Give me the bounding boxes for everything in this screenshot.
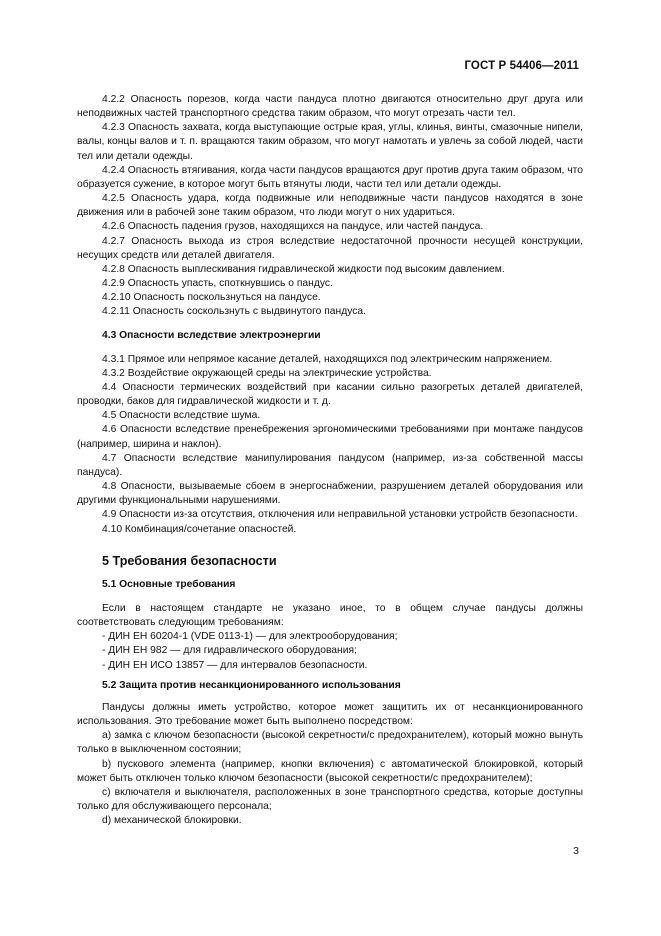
paragraph-4-4: 4.4 Опасности термических воздействий при касании сильно разогретых деталей двигателей, проводки, баков для гидравлической жидкости и т. д. — [77, 381, 583, 408]
paragraph-4-2-11: 4.2.11 Опасность соскользнуть с выдвинутого пандуса. — [102, 306, 366, 318]
paragraph-5-2-intro: Пандусы должны иметь устройство, которое может защитить их от несанкционированного использования. Это требование может быть выполнено посредством: — [77, 701, 583, 728]
paragraph-4-2-10: 4.2.10 Опасность поскользнуться на пандусе. — [102, 292, 321, 304]
document-code-header: ГОСТ Р 54406—2011 — [464, 60, 579, 72]
paragraph-4-2-3: 4.2.3 Опасность захвата, когда выступающие острые края, углы, клинья, винты, смазочные нипели, валы, концы валов и т. п. вращаются таким образом, что могут намотать и увлечь за собой людей, части тел или детали одежды. — [77, 122, 583, 162]
paragraph-4-2-4: 4.2.4 Опасность втягивания, когда части пандусов вращаются друг против друга таким образом, что образуется сужение, в которое могут быть втянуты люди, части тел или детали одежды. — [77, 164, 583, 190]
list-item-din-60204: - ДИН ЕН 60204-1 (VDE 0113-1) — для электрооборудования; — [102, 631, 398, 643]
paragraph-4-2-2: 4.2.2 Опасность порезов, когда части пандуса плотно двигаются относительно друг друга или неподвижных частей транспортного средства таким образом, что могут отрезать части тел. — [77, 94, 583, 120]
list-item-b: b) пускового элемента (например, кнопки включения) с автоматической блокировкой, который может быть отключен только ключом безопасности (высокой секретности/с предохранителем); — [77, 758, 583, 784]
paragraph-4-2-6: 4.2.6 Опасность падения грузов, находящихся на пандусе, или частей пандуса. — [102, 221, 484, 233]
list-item-c: c) включателя и выключателя, расположенных в зоне транспортного средства, которые доступны только для обслуживающего персонала; — [77, 786, 583, 813]
paragraph-4-3-1: 4.3.1 Прямое или непрямое касание деталей, находящихся под электрическим напряжением. — [102, 353, 553, 365]
paragraph-4-6: 4.6 Опасности вследствие пренебрежения эргономическими требованиями при монтаже пандусов (например, ширина и наклон). — [77, 424, 583, 450]
paragraph-4-8: 4.8 Опасности, вызываемые сбоем в энергоснабжении, разрушением деталей оборудования или другими функциональными нарушениями. — [77, 481, 583, 507]
paragraph-4-2-5: 4.2.5 Опасность удара, когда подвижные или неподвижные части пандусов находятся в зоне движения или в рабочей зоне таким образом, что люди могут о них удариться. — [77, 193, 583, 219]
subsection-heading-4-3: 4.3 Опасности вследствие электроэнергии — [102, 329, 321, 341]
document-body — [77, 93, 583, 828]
paragraph-4-2-8: 4.2.8 Опасность выплескивания гидравлической жидкости под высоким давлением. — [102, 263, 505, 275]
section-heading-5: 5 Требования безопасности — [102, 553, 277, 568]
page-number: 3 — [573, 845, 579, 857]
subsection-heading-5-2: 5.2 Защита против несанкционированного использования — [102, 679, 401, 691]
paragraph-4-2-9: 4.2.9 Опасность упасть, споткнувшись о пандус. — [102, 278, 333, 290]
paragraph-4-7: 4.7 Опасности вследствие манипулирования пандусом (например, из-за собственной массы пандуса). — [77, 452, 583, 478]
list-item-a: a) замка с ключом безопасности (высокой секретности/с предохранителем), который можно вынуть только в выключенном состоянии; — [77, 730, 583, 756]
paragraph-4-5: 4.5 Опасности вследствие шума. — [102, 410, 261, 422]
list-item-din-982: - ДИН ЕН 982 — для гидравлического оборудования; — [102, 645, 357, 657]
list-item-din-13857: - ДИН ЕН ИСО 13857 — для интервалов безопасности. — [102, 659, 368, 671]
paragraph-4-2-7: 4.2.7 Опасность выхода из строя вследствие недостаточной прочности несущей конструкции, несущих средств или деталей двигателя. — [77, 235, 583, 261]
list-item-d: d) механической блокировки. — [102, 815, 242, 827]
subsection-heading-5-1: 5.1 Основные требования — [102, 578, 236, 590]
paragraph-4-9: 4.9 Опасности из-за отсутствия, отключения или неправильной установки устройств безопасности. — [102, 509, 578, 521]
paragraph-4-10: 4.10 Комбинация/сочетание опасностей. — [102, 523, 297, 535]
paragraph-4-3-2: 4.3.2 Воздействие окружающей среды на электрические устройства. — [102, 367, 432, 379]
paragraph-5-1-intro: Если в настоящем стандарте не указано иное, то в общем случае пандусы должны соответствовать следующим требованиям: — [77, 603, 583, 629]
